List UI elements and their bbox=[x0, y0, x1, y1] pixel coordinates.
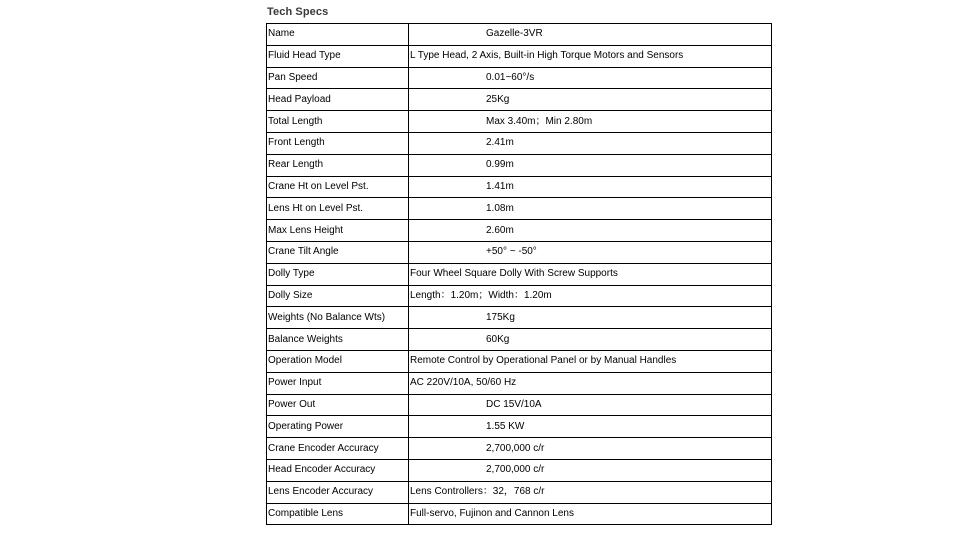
spec-label: Crane Ht on Level Pst. bbox=[267, 176, 409, 198]
spec-label: Head Payload bbox=[267, 89, 409, 111]
spec-value: 0.01~60°/s bbox=[409, 67, 772, 89]
spec-value: 2.60m bbox=[409, 220, 772, 242]
spec-label: Operation Model bbox=[267, 350, 409, 372]
spec-label: Crane Encoder Accuracy bbox=[267, 438, 409, 460]
spec-value: Gazelle-3VR bbox=[409, 24, 772, 46]
spec-label: Lens Ht on Level Pst. bbox=[267, 198, 409, 220]
spec-value: 1.41m bbox=[409, 176, 772, 198]
spec-row bbox=[267, 241, 772, 263]
spec-value: 0.99m bbox=[409, 154, 772, 176]
spec-row bbox=[267, 459, 772, 481]
spec-row bbox=[267, 132, 772, 154]
spec-label: Power Out bbox=[267, 394, 409, 416]
spec-label: Dolly Size bbox=[267, 285, 409, 307]
tech-specs-body bbox=[267, 24, 772, 525]
page-title: Tech Specs bbox=[267, 6, 329, 18]
spec-label: Power Input bbox=[267, 372, 409, 394]
spec-label: Dolly Type bbox=[267, 263, 409, 285]
spec-value: 1.55 KW bbox=[409, 416, 772, 438]
spec-value: 60Kg bbox=[409, 329, 772, 351]
spec-value: Full-servo, Fujinon and Cannon Lens bbox=[409, 503, 772, 525]
spec-value: Length：1.20m；Width：1.20m bbox=[409, 285, 772, 307]
spec-row bbox=[267, 220, 772, 242]
spec-value: Four Wheel Square Dolly With Screw Supports bbox=[409, 263, 772, 285]
spec-value: Lens Controllers：32，768 c/r bbox=[409, 481, 772, 503]
spec-row bbox=[267, 350, 772, 372]
spec-value: 175Kg bbox=[409, 307, 772, 329]
spec-label: Compatible Lens bbox=[267, 503, 409, 525]
spec-row bbox=[267, 503, 772, 525]
spec-label: Lens Encoder Accuracy bbox=[267, 481, 409, 503]
spec-value: Max 3.40m；Min 2.80m bbox=[409, 111, 772, 133]
spec-label: Max Lens Height bbox=[267, 220, 409, 242]
spec-row bbox=[267, 111, 772, 133]
spec-label: Crane Tilt Angle bbox=[267, 241, 409, 263]
spec-label: Rear Length bbox=[267, 154, 409, 176]
spec-label: Operating Power bbox=[267, 416, 409, 438]
spec-value: +50° ~ -50° bbox=[409, 241, 772, 263]
spec-row bbox=[267, 154, 772, 176]
spec-row bbox=[267, 45, 772, 67]
spec-row bbox=[267, 198, 772, 220]
spec-value: L Type Head, 2 Axis, Built-in High Torque Motors and Sensors bbox=[409, 45, 772, 67]
spec-row bbox=[267, 394, 772, 416]
spec-row bbox=[267, 89, 772, 111]
spec-label: Front Length bbox=[267, 132, 409, 154]
spec-row bbox=[267, 24, 772, 46]
spec-label: Head Encoder Accuracy bbox=[267, 459, 409, 481]
spec-row bbox=[267, 438, 772, 460]
spec-row bbox=[267, 481, 772, 503]
spec-row bbox=[267, 263, 772, 285]
spec-row bbox=[267, 67, 772, 89]
spec-value: AC 220V/10A, 50/60 Hz bbox=[409, 372, 772, 394]
spec-row bbox=[267, 176, 772, 198]
spec-label: Fluid Head Type bbox=[267, 45, 409, 67]
spec-value: 1.08m bbox=[409, 198, 772, 220]
spec-value: 2,700,000 c/r bbox=[409, 438, 772, 460]
spec-value: 2,700,000 c/r bbox=[409, 459, 772, 481]
spec-row bbox=[267, 416, 772, 438]
spec-row bbox=[267, 307, 772, 329]
spec-value: DC 15V/10A bbox=[409, 394, 772, 416]
spec-value: Remote Control by Operational Panel or by Manual Handles bbox=[409, 350, 772, 372]
spec-row bbox=[267, 372, 772, 394]
spec-row bbox=[267, 329, 772, 351]
spec-label: Pan Speed bbox=[267, 67, 409, 89]
spec-label: Weights (No Balance Wts) bbox=[267, 307, 409, 329]
spec-row bbox=[267, 285, 772, 307]
spec-label: Total Length bbox=[267, 111, 409, 133]
spec-label: Balance Weights bbox=[267, 329, 409, 351]
tech-specs-table bbox=[266, 23, 772, 525]
spec-value: 25Kg bbox=[409, 89, 772, 111]
spec-value: 2.41m bbox=[409, 132, 772, 154]
spec-label: Name bbox=[267, 24, 409, 46]
